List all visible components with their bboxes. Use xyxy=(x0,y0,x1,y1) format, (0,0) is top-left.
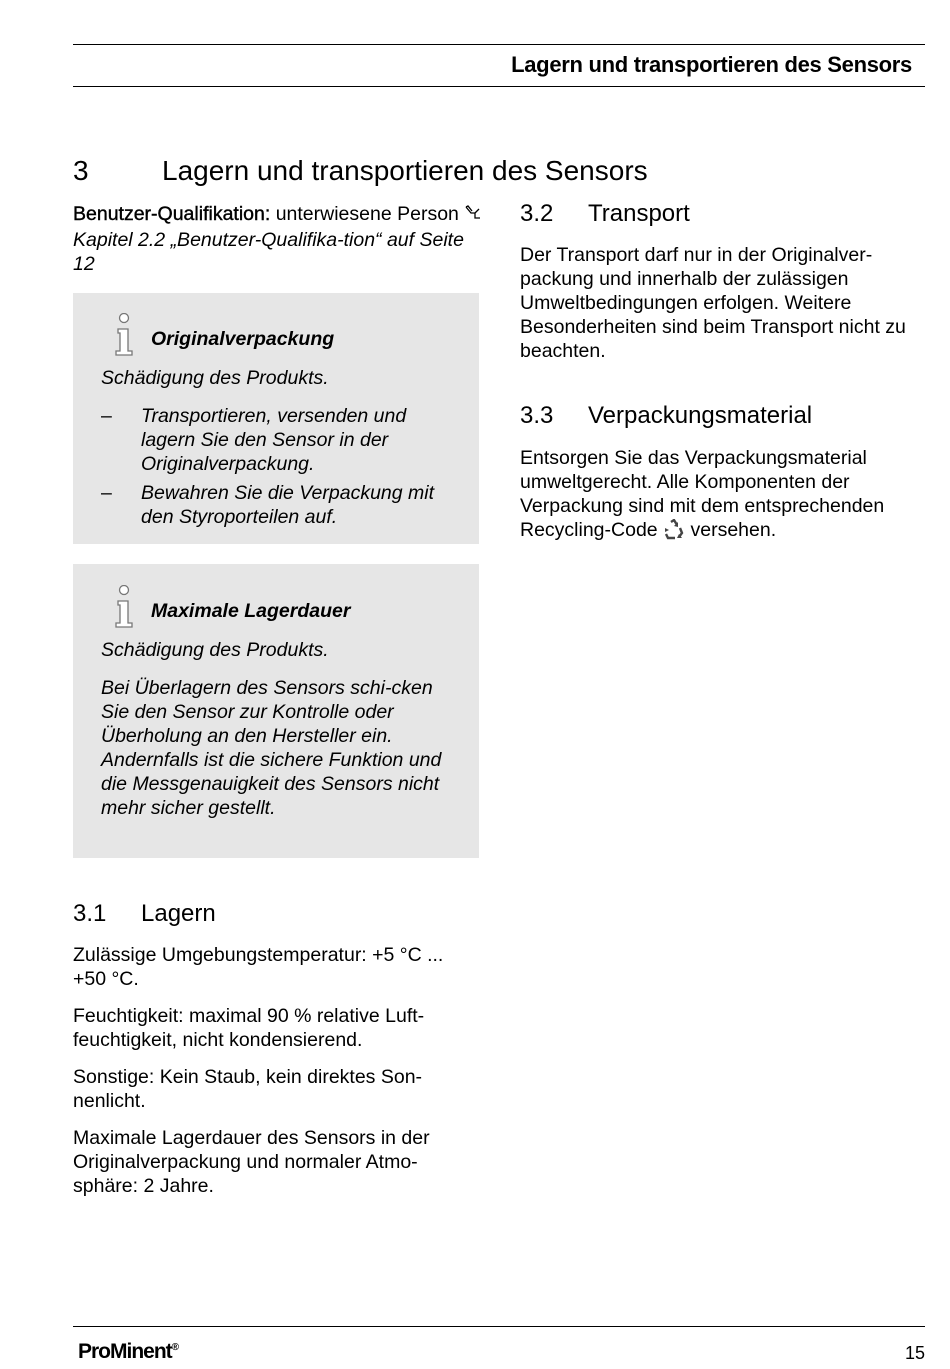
info-icon xyxy=(111,585,141,635)
user-qualification xyxy=(73,202,483,276)
hand-pointer-icon xyxy=(464,204,482,228)
page-number: 15 xyxy=(904,1343,925,1363)
notice-text: Schädigung des Produkts. xyxy=(101,367,329,389)
list-item: – Bewahren Sie die Verpackung mit den Styroporteilen auf. xyxy=(101,482,435,528)
header-rule-top xyxy=(73,44,925,45)
list-item: – Transportieren, versenden und lagern Sie den Sensor in der Originalverpackung. xyxy=(101,405,407,475)
section-heading-3-2: 3.2 Transport xyxy=(520,200,690,227)
section-3-3-body: Entsorgen Sie das Verpackungsmaterial umweltgerecht. Alle Komponenten der Verpackung sind mit dem entsprechenden Recycling-Code versehen. xyxy=(520,446,930,546)
paragraph: Sonstige: Kein Staub, kein direktes Son-nenlicht. xyxy=(73,1066,423,1112)
paragraph: Feuchtigkeit: maximal 90 % relative Luft-feuchtigkeit, nicht kondensierend. xyxy=(73,1005,425,1051)
header-rule-bottom xyxy=(73,86,925,87)
prominent-logo: ProMinent® xyxy=(78,1340,179,1363)
recycling-icon xyxy=(663,519,685,546)
paragraph: Zulässige Umgebungstemperatur: +5 °C ... +50 °C. xyxy=(73,944,444,990)
notice-list xyxy=(101,404,451,529)
notice-text: Schädigung des Produkts. xyxy=(101,639,329,661)
section-3-2-body: Der Transport darf nur in der Originalver-packung und innerhalb der zulässigen Umweltbedingungen erfolgen. Weitere Besonderheiten sind beim Transport nicht zu beachten. xyxy=(520,244,906,362)
footer-rule xyxy=(73,1326,925,1327)
chapter-title: Lagern und transportieren des Sensors xyxy=(162,155,648,186)
notice-title: Maximale Lagerdauer xyxy=(101,599,451,623)
notice-box-maximale-lagerdauer xyxy=(73,564,479,858)
chapter-heading xyxy=(73,155,648,187)
running-title: Lagern und transportieren des Sensors xyxy=(511,52,912,77)
qualification-value: unterwiesene Person xyxy=(270,203,465,225)
notice-title: Originalverpackung xyxy=(101,327,451,351)
notice-body: Bei Überlagern des Sensors schi-cken Sie den Sensor zur Kontrolle oder Überholung an den Hersteller ein. Andernfalls ist die sichere Funktion und die Messgenauigkeit des Sensors nicht mehr sicher gestellt. xyxy=(101,677,442,819)
section-heading-3-3: 3.3 Verpackungsmaterial xyxy=(520,402,813,429)
qualification-label: Benutzer-Qualifikation: xyxy=(73,203,271,225)
section-heading-3-1: 3.1 Lagern xyxy=(73,900,216,927)
section-3-1-body xyxy=(73,943,473,1211)
info-icon xyxy=(111,313,141,363)
notice-box-originalverpackung xyxy=(73,293,479,544)
qualification-reference-link[interactable]: Kapitel 2.2 „Benutzer-Qualifika-tion“ auf Seite 12 xyxy=(73,229,464,275)
paragraph: Maximale Lagerdauer des Sensors in der Originalverpackung und normaler Atmo-sphäre: 2 Jahre. xyxy=(73,1127,430,1197)
chapter-number: 3 xyxy=(73,155,89,186)
